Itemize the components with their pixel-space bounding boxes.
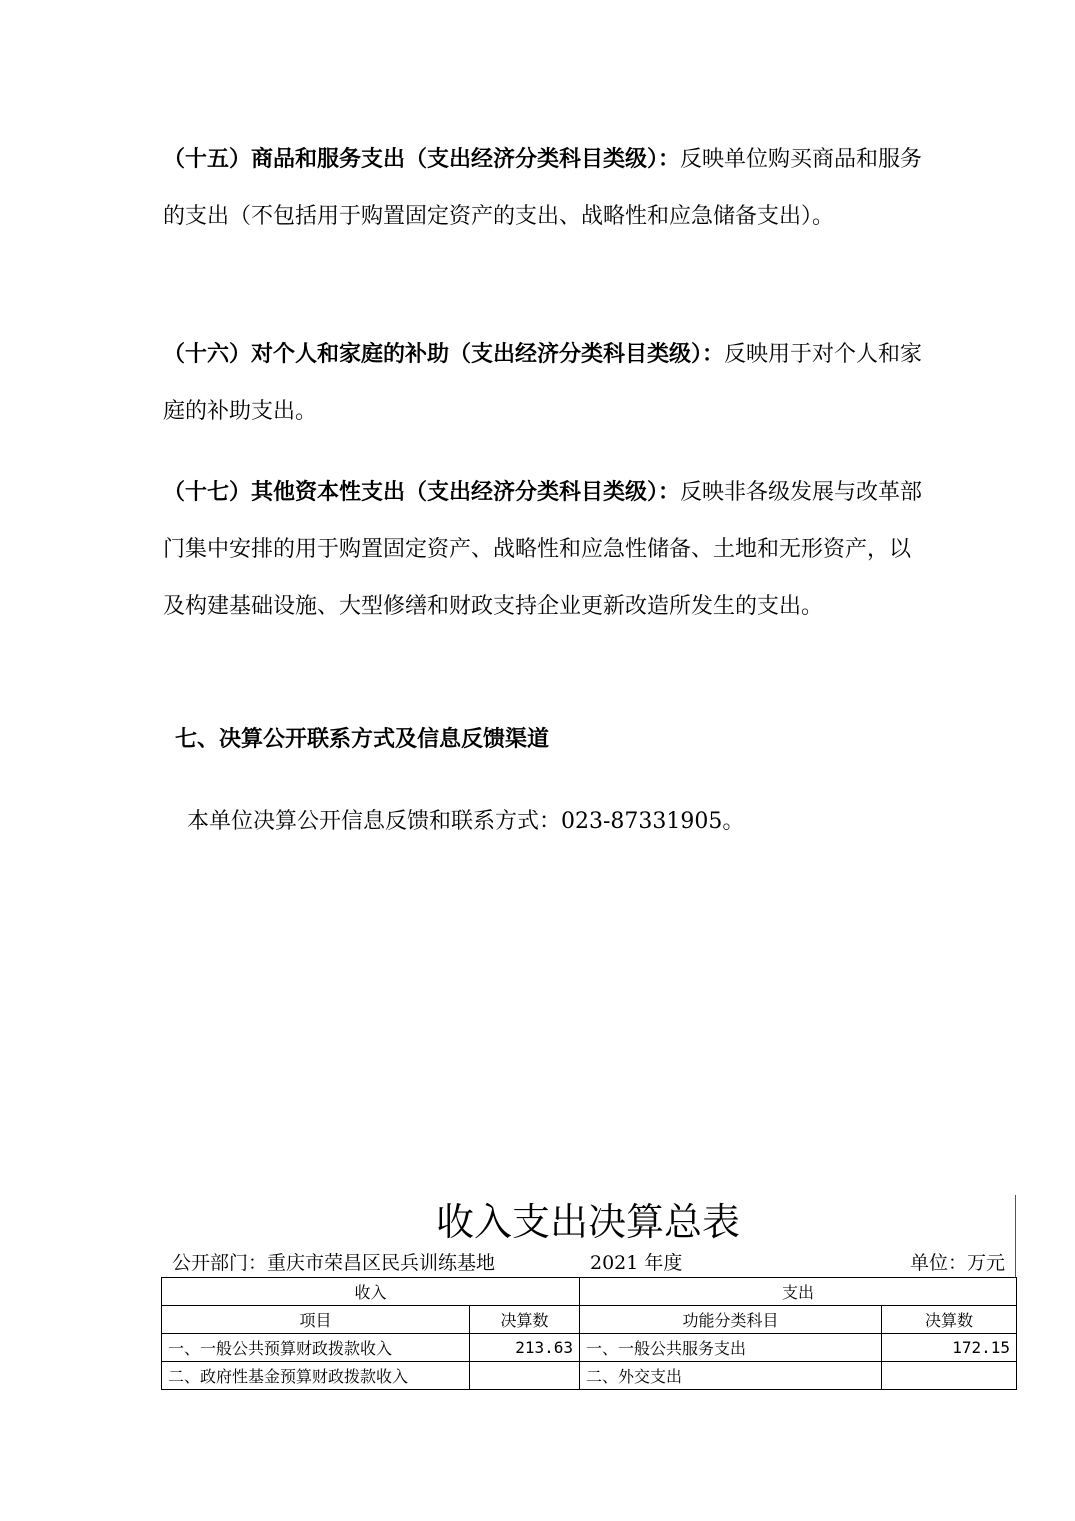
paragraph-lead: （十六）对个人和家庭的补助（支出经济分类科目类级）： xyxy=(163,342,725,367)
income-item: 二、政府性基金预算财政拨款收入 xyxy=(162,1362,470,1390)
paragraph-household-subsidy xyxy=(163,326,923,440)
expense-amount: 172.15 xyxy=(882,1334,1017,1362)
expense-amount xyxy=(882,1362,1017,1390)
table-unit: 单位：万元 xyxy=(909,1252,1005,1274)
paragraph-lead: （十七）其他资本性支出（支出经济分类科目类级）： xyxy=(163,480,681,505)
table-year: 2021 年度 xyxy=(590,1252,683,1274)
col-header-income-amount: 决算数 xyxy=(470,1306,580,1334)
col-header-function: 功能分类科目 xyxy=(580,1306,882,1334)
expense-item: 二、外交支出 xyxy=(580,1362,882,1390)
table-row xyxy=(162,1362,1017,1390)
income-amount: 213.63 xyxy=(470,1334,580,1362)
col-header-item: 项目 xyxy=(162,1306,470,1334)
table-department: 公开部门：重庆市荣昌区民兵训练基地 xyxy=(172,1252,496,1274)
paragraph-goods-services xyxy=(163,131,923,245)
expense-item: 一、一般公共服务支出 xyxy=(580,1334,882,1362)
income-item: 一、一般公共预算财政拨款收入 xyxy=(162,1334,470,1362)
table-group-header-row xyxy=(162,1278,1017,1306)
title-right-rule xyxy=(1015,1195,1016,1277)
col-header-expense-amount: 决算数 xyxy=(882,1306,1017,1334)
paragraph-other-capital xyxy=(163,464,923,635)
table-column-header-row xyxy=(162,1306,1017,1334)
contact-text: 本单位决算公开信息反馈和联系方式：023-87331905。 xyxy=(187,809,745,834)
paragraph-body: 反映单位购买商品和服务的支出（不包括用于购置固定资产的支出、战略性和应急储备支出）。 xyxy=(163,147,923,229)
income-expense-summary-table xyxy=(161,1277,1017,1390)
table-row xyxy=(162,1334,1017,1362)
paragraph-body: 反映非各级发展与改革部门集中安排的用于购置固定资产、战略性和应急性储备、土地和无形资产，以及构建基础设施、大型修缮和财政支持企业更新改造所发生的支出。 xyxy=(163,480,923,619)
paragraph-body: 反映用于对个人和家庭的补助支出。 xyxy=(163,342,923,424)
income-amount xyxy=(470,1362,580,1390)
table-title: 收入支出决算总表 xyxy=(435,1200,740,1244)
income-group-header: 收入 xyxy=(162,1278,580,1306)
section-heading: 七、决算公开联系方式及信息反馈渠道 xyxy=(175,727,550,752)
paragraph-lead: （十五）商品和服务支出（支出经济分类科目类级）： xyxy=(163,147,681,172)
expense-group-header: 支出 xyxy=(580,1278,1017,1306)
